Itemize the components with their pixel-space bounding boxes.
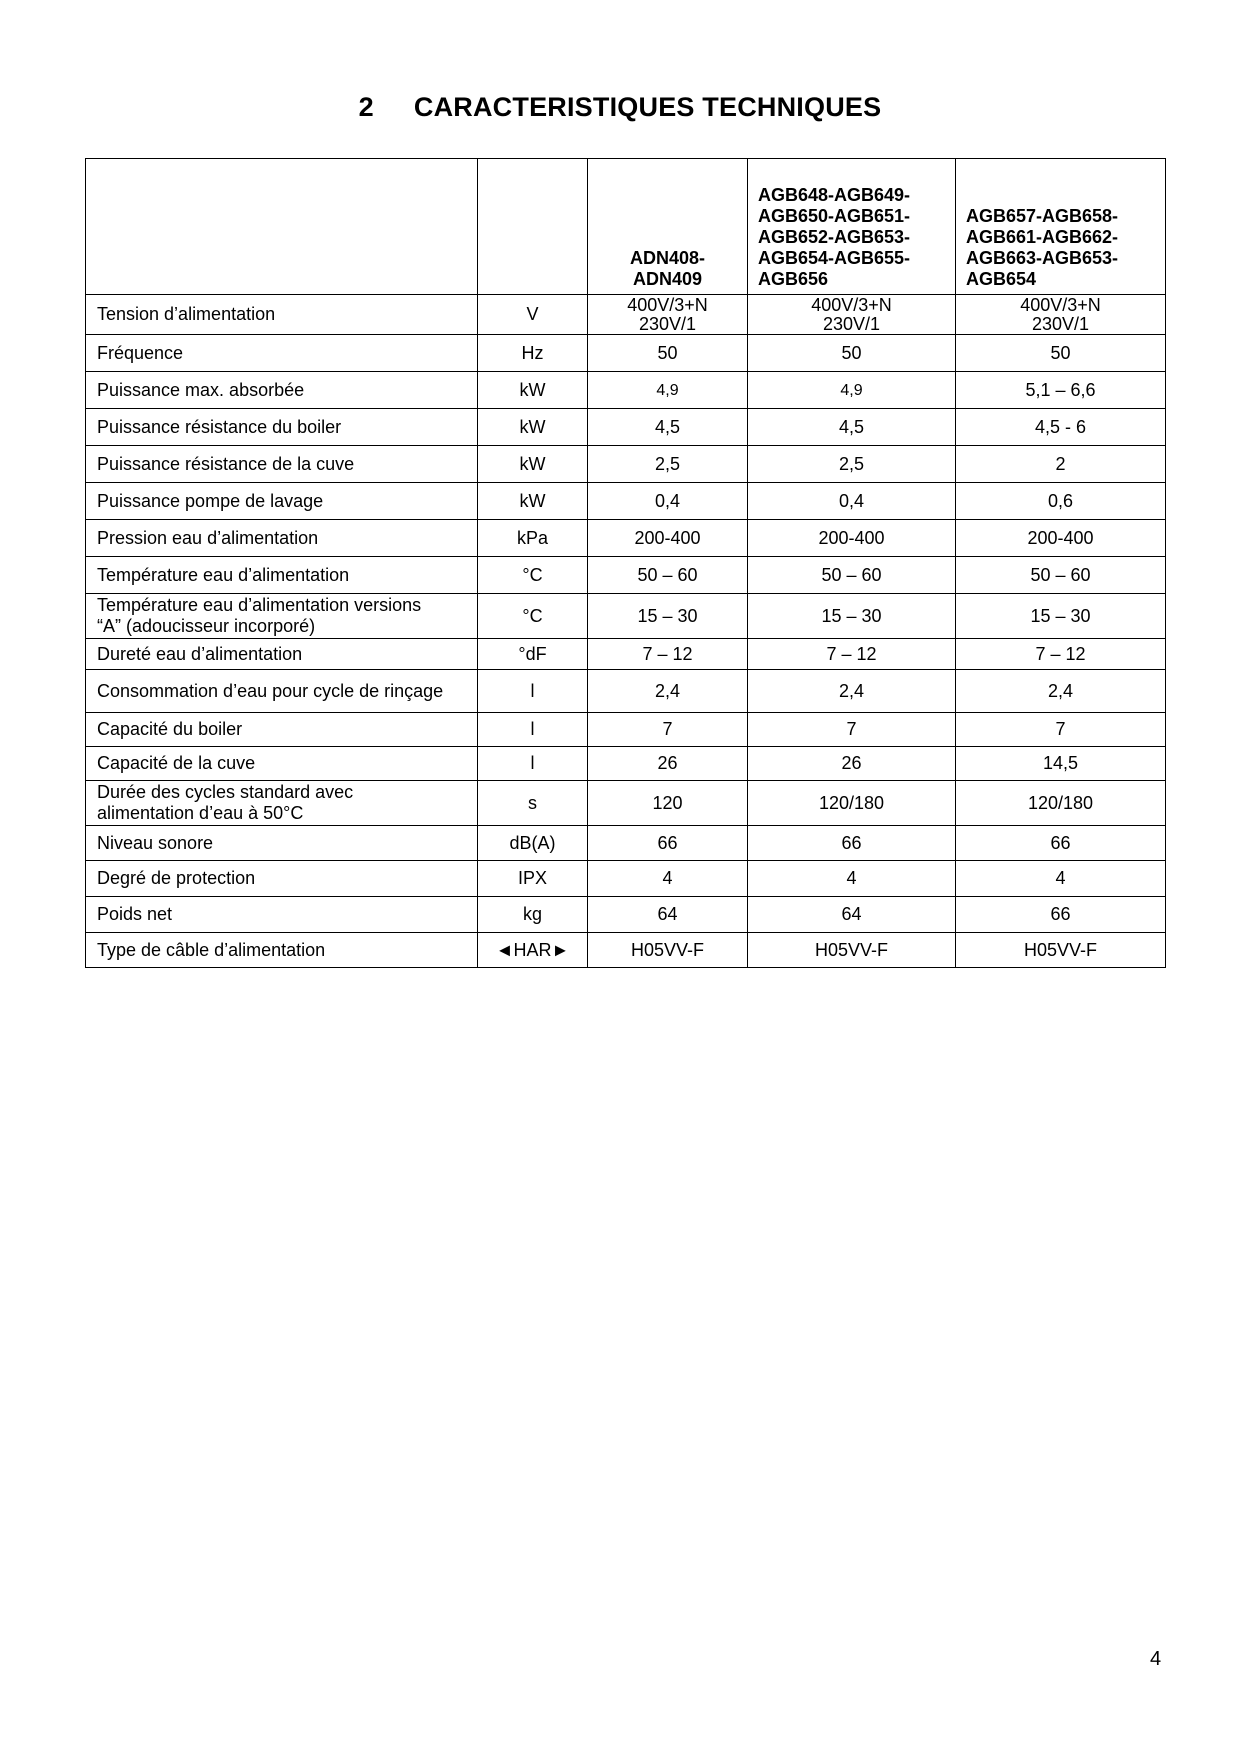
row-value: 4,5: [748, 409, 956, 446]
row-value: 26: [588, 747, 748, 781]
row-label: Capacité du boiler: [86, 713, 478, 747]
table-row: [86, 295, 1166, 335]
row-value: 7: [956, 713, 1166, 747]
row-value: 2,4: [588, 670, 748, 713]
row-value-text: 400V/3+N 230V/1: [1020, 294, 1101, 334]
row-value: 15 – 30: [588, 594, 748, 639]
row-label: Fréquence: [86, 335, 478, 372]
row-label: Dureté eau d’alimentation: [86, 639, 478, 670]
table-row: [86, 483, 1166, 520]
row-label-text: Durée des cycles standard avec alimentation d’eau à 50°C: [97, 782, 354, 823]
row-value: H05VV-F: [956, 933, 1166, 968]
row-label: Tension d’alimentation: [86, 295, 478, 335]
row-value: 0,4: [588, 483, 748, 520]
row-unit: IPX: [478, 861, 588, 897]
row-value-text: 400V/3+N 230V/1: [627, 294, 708, 334]
row-value: 64: [748, 897, 956, 933]
row-value: 7 – 12: [588, 639, 748, 670]
row-value: 50: [956, 335, 1166, 372]
row-value: 200-400: [588, 520, 748, 557]
header-model-agb657: [956, 159, 1166, 295]
row-value: 66: [956, 826, 1166, 861]
table-row: [86, 446, 1166, 483]
row-value: 200-400: [956, 520, 1166, 557]
row-unit: ◄HAR►: [478, 933, 588, 968]
row-value: 50 – 60: [748, 557, 956, 594]
row-label: [86, 594, 478, 639]
row-value: 66: [956, 897, 1166, 933]
table-header-row: [86, 159, 1166, 295]
row-value: 4: [956, 861, 1166, 897]
row-value: 2,5: [588, 446, 748, 483]
row-label: Puissance max. absorbée: [86, 372, 478, 409]
row-unit: s: [478, 781, 588, 826]
row-value: 4,9: [748, 372, 956, 409]
row-value: 120/180: [748, 781, 956, 826]
specifications-table: [85, 158, 1166, 968]
row-label: Pression eau d’alimentation: [86, 520, 478, 557]
table-row: [86, 594, 1166, 639]
row-label-text: Température eau d’alimentation versions “A” (adoucisseur incorporé): [97, 595, 422, 636]
row-value: 2,5: [748, 446, 956, 483]
row-value: 0,6: [956, 483, 1166, 520]
row-value: 2,4: [748, 670, 956, 713]
row-label: [86, 781, 478, 826]
row-label: Poids net: [86, 897, 478, 933]
row-unit: l: [478, 670, 588, 713]
page-title: [0, 92, 1240, 123]
row-value: 4: [748, 861, 956, 897]
row-value: 4,5 - 6: [956, 409, 1166, 446]
header-label-cell: [86, 159, 478, 295]
row-label: Niveau sonore: [86, 826, 478, 861]
row-value: [588, 295, 748, 335]
row-value: 200-400: [748, 520, 956, 557]
row-label: Capacité de la cuve: [86, 747, 478, 781]
row-unit: °C: [478, 557, 588, 594]
row-value: 64: [588, 897, 748, 933]
row-value: 4,9: [588, 372, 748, 409]
row-value: 50 – 60: [588, 557, 748, 594]
row-value: 66: [588, 826, 748, 861]
row-label: Degré de protection: [86, 861, 478, 897]
row-unit: kW: [478, 446, 588, 483]
header-unit-cell: [478, 159, 588, 295]
row-unit: l: [478, 747, 588, 781]
row-value: 7 – 12: [748, 639, 956, 670]
row-value-text: 400V/3+N 230V/1: [811, 294, 892, 334]
row-label: Puissance pompe de lavage: [86, 483, 478, 520]
row-value: 26: [748, 747, 956, 781]
table-row: [86, 335, 1166, 372]
table-row: [86, 557, 1166, 594]
row-value: 50 – 60: [956, 557, 1166, 594]
table-row: [86, 826, 1166, 861]
row-unit: dB(A): [478, 826, 588, 861]
row-value: 15 – 30: [956, 594, 1166, 639]
table-row: [86, 670, 1166, 713]
row-value: 120/180: [956, 781, 1166, 826]
section-number: 2: [358, 92, 374, 122]
row-label: Type de câble d’alimentation: [86, 933, 478, 968]
row-unit: °dF: [478, 639, 588, 670]
table-row: [86, 933, 1166, 968]
table-row: [86, 372, 1166, 409]
row-value: 50: [748, 335, 956, 372]
row-unit: kPa: [478, 520, 588, 557]
row-value: 14,5: [956, 747, 1166, 781]
row-value: 7: [588, 713, 748, 747]
row-value: H05VV-F: [588, 933, 748, 968]
row-value: 2,4: [956, 670, 1166, 713]
header-model-adn-text: ADN408- ADN409: [629, 248, 706, 289]
row-value: 4,5: [588, 409, 748, 446]
row-value: [956, 295, 1166, 335]
row-unit: l: [478, 713, 588, 747]
row-unit: Hz: [478, 335, 588, 372]
row-value: 15 – 30: [748, 594, 956, 639]
row-value: H05VV-F: [748, 933, 956, 968]
header-model-agb648: [748, 159, 956, 295]
row-label: Puissance résistance de la cuve: [86, 446, 478, 483]
row-label: Température eau d’alimentation: [86, 557, 478, 594]
table-row: [86, 897, 1166, 933]
table-row: [86, 747, 1166, 781]
row-unit: kg: [478, 897, 588, 933]
row-value: 66: [748, 826, 956, 861]
row-value: 50: [588, 335, 748, 372]
row-value: [748, 295, 956, 335]
row-value: 7 – 12: [956, 639, 1166, 670]
table-row: [86, 713, 1166, 747]
row-value: 7: [748, 713, 956, 747]
row-value: 5,1 – 6,6: [956, 372, 1166, 409]
page-number: 4: [1150, 1648, 1162, 1670]
row-unit: °C: [478, 594, 588, 639]
header-model-agb657-text: AGB657-AGB658- AGB661-AGB662- AGB663-AGB653- AGB654: [966, 206, 1119, 289]
header-model-agb648-text: AGB648-AGB649- AGB650-AGB651- AGB652-AGB653- AGB654-AGB655- AGB656: [758, 185, 911, 289]
table-row: [86, 861, 1166, 897]
row-unit: kW: [478, 483, 588, 520]
row-unit: kW: [478, 372, 588, 409]
table-row: [86, 781, 1166, 826]
row-label: Puissance résistance du boiler: [86, 409, 478, 446]
header-model-adn: [588, 159, 748, 295]
table-row: [86, 639, 1166, 670]
row-value: 0,4: [748, 483, 956, 520]
row-unit: V: [478, 295, 588, 335]
row-value: 2: [956, 446, 1166, 483]
table-row: [86, 520, 1166, 557]
row-value: 4: [588, 861, 748, 897]
table-row: [86, 409, 1166, 446]
section-title: CARACTERISTIQUES TECHNIQUES: [413, 92, 882, 122]
row-label: Consommation d’eau pour cycle de rinçage: [86, 670, 478, 713]
row-value: 120: [588, 781, 748, 826]
row-unit: kW: [478, 409, 588, 446]
